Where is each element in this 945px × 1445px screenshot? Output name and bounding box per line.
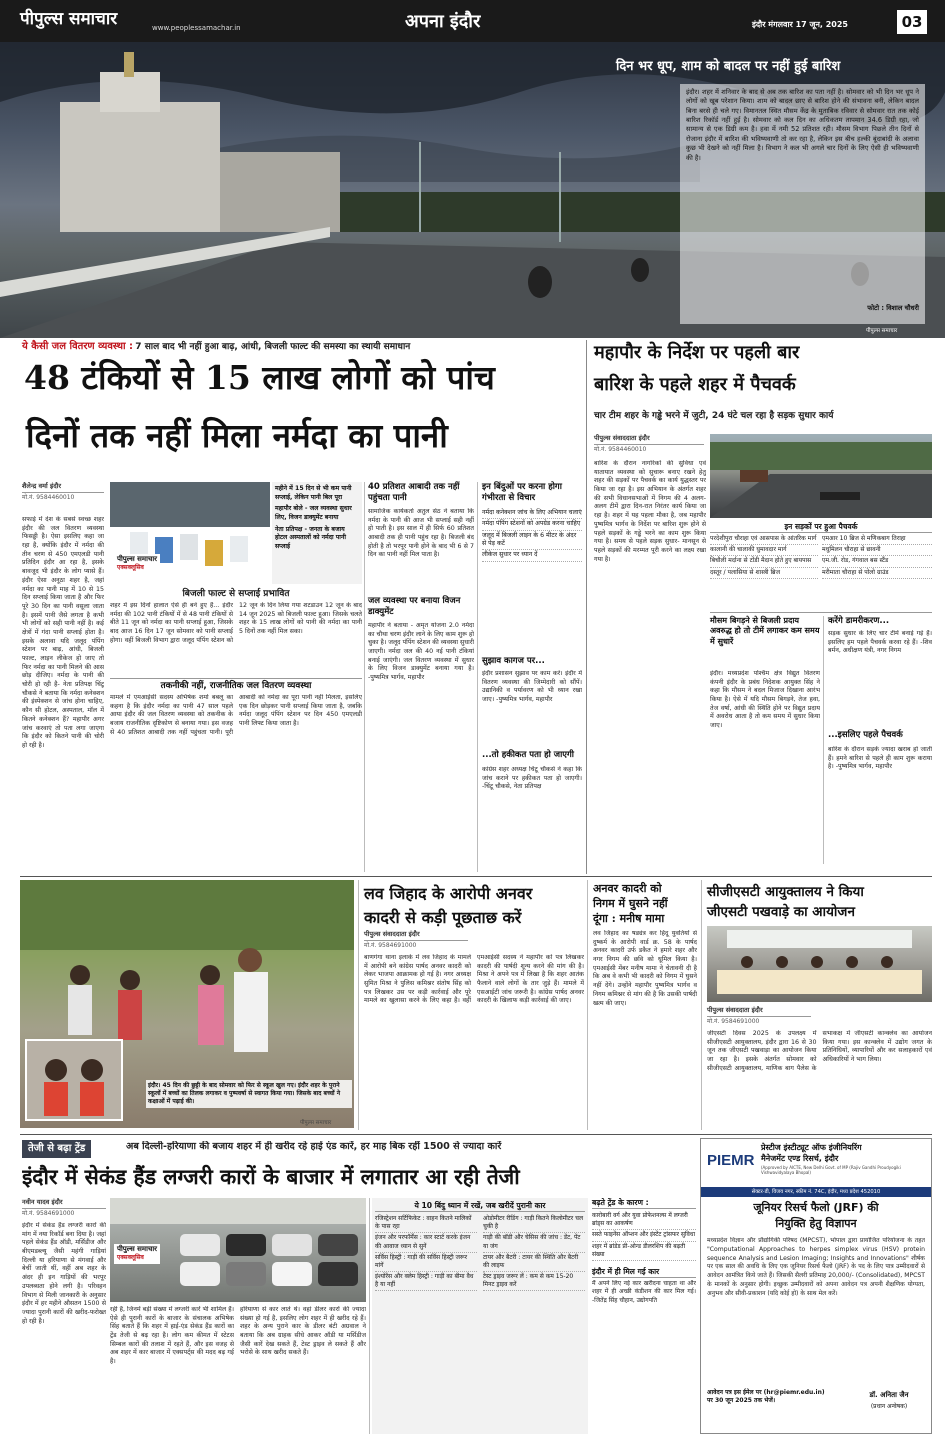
column-rule <box>587 880 588 1130</box>
patch-sub1-text: इंदौर। मध्यप्रदेश पश्चिम क्षेत्र विद्युत वितरण कंपनी इंदौर के प्रबंध निदेशक आयुक्त सिंह ने कहा कि मौसम ने बदल मिजाज दिखाना आरंभ किया है। ऐसे में यदि मौसम बिगड़ने, तेज हवा, तेज वर्षा, आंधी की स्थिति होने पर विद्युत प्रदाय में अवरोध आता है तो कम समय में सुधार किया जाए। <box>710 670 820 730</box>
car <box>180 1262 220 1286</box>
gst-headline-1: सीजीएसटी आयुक्तालय ने किया <box>707 884 864 900</box>
piemr-logo: PIEMR <box>707 1152 755 1169</box>
anwar-body: लव जिहाद का षड्यंत्र कर हिंदू युवतियों से दुष्कर्म के आरोपी वार्ड क्र. 58 के पार्षद अनवर कादरी उर्फ डकैत ने हमारे शहर और नगर निगम की छवि को धूमिल किया है। एमआईसी मेंबर मनीष मामा ने चेतावनी दी है कि अब वे कभी भी कादरी को निगम में घुसने नहीं देंगे। उन्होंने महापौर पुष्यमित्र भार्गव व निगम कमिश्नर से मांग की है कि उसकी पार्षदी खत्म की जाए। <box>593 930 697 1007</box>
exclusive-label: एक्सक्लूसिव <box>117 564 144 572</box>
gst-event-illustration <box>707 926 932 1002</box>
sidebar-point: नेता प्रतिपक्ष - जनता के बजाय होटल अस्पतालों को नर्मदा पानी सप्लाई <box>275 525 346 551</box>
patch-sub2-text: सड़क सुधार के लिए चार टीमें बनाई गई हैं। इसलिए हम पहले पैचवर्क करवा रहे हैं। -शिव बर्मन, अधीक्षण यंत्री, नगर निगम <box>828 630 932 655</box>
column-rule <box>369 1198 370 1434</box>
section-rule <box>710 612 932 613</box>
sidebar-point: महीने में 15 दिन से भी कम पानी सप्लाई, लेकिन पानी बिल पूरा <box>275 485 352 501</box>
suggestion-item: नर्मदा कनेक्शन जांच के लिए अभियान चलाएं <box>482 508 582 519</box>
trees <box>710 442 932 470</box>
patch-list-right <box>822 534 932 579</box>
road-item: दस्तूर / पलासिया से शास्त्री ब्रिज <box>710 568 818 579</box>
tip-item: रजिस्ट्रेशन सर्टिफिकेट : वाहन कितने मालिकों के पास रहा <box>375 1214 477 1233</box>
cars-photo <box>110 1198 366 1302</box>
sub4-title: जल व्यवस्था पर बनाया विजन डाक्युमेंट <box>368 596 461 618</box>
dateline: इंदौर मंगलवार 17 जून, 2025 <box>752 20 848 29</box>
patch-sub3-text: बारिश के दौरान सड़कें ज्यादा खराब हो जाती हैं। हमने बारिश से पहले ही काम शुरू कराया है। -पुष्यमित्र भार्गव, महापौर <box>828 746 932 771</box>
column-rule <box>477 482 478 872</box>
sub5-points <box>482 508 582 562</box>
woman <box>200 965 220 985</box>
stage-table <box>717 970 922 994</box>
child-uniform <box>44 1082 68 1116</box>
sub3-title: 40 प्रतिशत आबादी तक नहीं पहुंचता पानी <box>368 482 460 504</box>
shed-roof <box>110 1198 366 1224</box>
exclusive-paper: पीपुल्स समाचार <box>117 1245 158 1253</box>
official <box>776 956 788 968</box>
cars-headline: इंदौर में सेकंड हैंड लग्जरी कारों के बाजार में लगातार आ रही तेजी <box>22 1164 520 1189</box>
tip-item: टेस्ट ड्राइव जरूर लें : कम से कम 15-20 मिनट ड्राइव करें <box>483 1272 585 1291</box>
patch-sub3-title: ...इसलिए पहले पैचवर्क <box>828 730 903 740</box>
suggestion-item: लीकेज सुधार पर ध्यान दें <box>482 550 582 561</box>
road-repair-illustration <box>710 434 932 518</box>
lj-headline-1: लव जिहाद के आरोपी अनवर <box>364 884 533 903</box>
water-kicker-bar <box>22 340 582 356</box>
piemr-footer: आवेदन पत्र इस ईमेल पर (hr@piemr.edu.in) पर 30 जून 2025 तक भेजें। <box>707 1389 825 1405</box>
cars-kicker: अब दिल्ली-हरियाणा की बजाय शहर में ही खरीद रहे हाई एंड कारें, हर माह बिक रहीं 1500 से ज्यादा कारें <box>126 1141 502 1152</box>
patch-sub1-title: मौसम बिगड़ने से बिजली प्रदाय अवरुद्ध हो तो टीमें लगाकर कम समय में सुधारें <box>710 616 820 646</box>
water-can <box>180 534 198 560</box>
road-item: कालानी की चालाकी घुमावदार मार्ग <box>710 545 818 556</box>
teacher-shirt <box>234 972 268 1052</box>
lj-body: बाणगंगा थाना इलाके में लव जिहाद के मामले में आरोपी बने कांग्रेस पार्षद अनवर कादरी को लेकर भाजपा आक्रामक हो गई है। नगर अध्यक्ष सुमित मिश्रा ने पुलिस कमिश्नर संतोष सिंह को पत्र लिखकर उस पर कड़ी कार्रवाई और पूरे मामले का खुलासा करने के लिए कहा है। वहीं एमआईसी सदस्य ने महापौर को पत्र लिखकर कादरी की पार्षदी शून्य करने की मांग की है। मिश्रा ने अपने पत्र में लिखा है कि शहर आतंक फैलाने वाले लोगों के तार जुड़े हैं। मामले में एसआईटी जांच जरूरी है। कांग्रेस पार्षद अनवर कादरी के खिलाफ कड़ी कार्रवाई की जाए। <box>364 954 584 1005</box>
cars-col3: हरियाणा से कार लाते थे। वहां डीलर कारों की ज्यादा संख्या हो गई है, इसलिए लोग शहर में ही खरीद रहे हैं। शहर के अन्य पुराने कार के डीलर बंटी अग्रवाल ने बताया कि अब ग्राहक सीधे आकर ऑडी या मर्सिडीज जैसी कारें देख सकते हैं, टेस्ट ड्राइव ले सकते हैं और भरोसे के साथ खरीद सकते हैं। <box>240 1306 366 1357</box>
temple-dome <box>100 72 160 112</box>
sub4-text: महापौर ने बताया - अमृत योजना 2.0 नर्मदा का चौथा चरण इंदौर लाने के लिए काम शुरू हो चुका है। जलूद पंपिंग स्टेशन की व्यवस्था सुधारी जाएगी। नर्मदा जल की 40 नई पानी टंकियां बनाई जाएंगी। जल वितरण व्यवस्था में सुधार के लिए विजन डाक्युमेंट बनाया गया है। -पुष्यमित्र भार्गव, महापौर <box>368 622 474 682</box>
piemr-ad-title-1: जूनियर रिसर्च फैलो (JRF) की <box>753 1201 879 1214</box>
road-item: एम.जी. रोड, गंगवाल बस स्टैंड <box>822 556 932 567</box>
masthead <box>0 0 945 42</box>
sub5-title: इन बिंदुओं पर करना होगा गंभीरता से विचार <box>482 482 562 504</box>
car <box>318 1262 358 1286</box>
cars-exclusive-tag <box>114 1244 160 1264</box>
tip-item: सर्विस हिस्ट्री : गाड़ी की सर्विस हिस्ट्री जरूर मांगें <box>375 1253 477 1272</box>
section-rule <box>20 876 932 877</box>
lj-headline-2: कादरी से कड़ी पूछताछ करें <box>364 908 522 927</box>
page-number: 03 <box>897 10 927 34</box>
water-kicker: ये कैसी जल वितरण व्यवस्था : <box>22 341 134 352</box>
patch-author: पीपुल्स संवाददाता इंदौर <box>594 434 704 445</box>
cars-mobile: मो.नं. 9584691000 <box>22 1210 75 1217</box>
lj-author: पीपुल्स संवाददाता इंदौर <box>364 930 468 941</box>
tip-item: इंश्योरेंस और क्लेम हिस्ट्री : गाड़ी का बीमा वैध है या नहीं <box>375 1272 477 1291</box>
water-headline-2: दिनों तक नहीं मिला नर्मदा का पानी <box>26 416 448 455</box>
column-rule <box>823 616 824 864</box>
anwar-headline-1: अनवर कादरी को <box>593 882 662 895</box>
teacher <box>238 948 262 972</box>
road-item: परदेशीपुरा चौराहा एवं आसपास के आंतरिक मार्ग <box>710 534 818 545</box>
patch-mobile: मो.नं. 9584460010 <box>594 446 647 453</box>
water-can <box>230 536 248 562</box>
saree <box>198 985 224 1045</box>
gst-headline-2: जीएसटी पखवाड़े का आयोजन <box>707 904 855 920</box>
sidebar-point: महापौर बोले - जल व्यवस्था सुधार लिए, विजन डाक्युमेंट बनाया <box>275 505 352 522</box>
trend-item: सस्ते फाइनेंस ऑप्शन और इंस्टेंट ट्रांसफर सुविधा <box>592 1230 696 1241</box>
quote-text: मैं अपने लिए नई कार खरीदना चाहता था और शहर में ही अच्छी कंडीशन की कार मिल गई। -जितेंद्र सिंह चौहान, उद्योगपति <box>592 1279 696 1304</box>
column-rule <box>701 880 702 1130</box>
sub3-text: सामाजिक कार्यकर्ता अतुल सेठ ने बताया कि नर्मदा के पानी की आज भी सप्लाई सही नहीं हो पाती है। इस साल में ही सिर्फ 60 प्रतिशत आबादी तक ही पानी पहुंच रहा है। बिजली बंद होती है तो भरपूर पानी होने के बाद भी 6 से 7 दिन का पानी नहीं मिल पाता है। <box>368 508 474 559</box>
sub7-text: कांग्रेस शहर अध्यक्ष चिंटू चौकसे ने कहा कि जांच कराने पर हकीकत पता हो जाएगी। -चिंटू चौकसे, नेता प्रतिपक्ष <box>482 766 582 791</box>
banner <box>727 930 912 948</box>
quote-title: इंदौर में ही मिल गई कार <box>592 1267 696 1278</box>
child-uniform <box>80 1082 104 1116</box>
temple-spire <box>124 52 134 77</box>
road-patch <box>820 492 860 500</box>
trend-item: शहर में ब्रांडेड प्री-ओन्ड डीलरशिप की बढ़ती संख्या <box>592 1242 696 1261</box>
school-caption: इंदौर। 45 दिन की छुट्टी के बाद सोमवार को फिर से स्कूल खुल गए। इंदौर शहर के पुराने स्कूलों में बच्चों का तिलक लगाकर व पुष्पवर्षा से स्वागत किया गया। जिसके बाद बच्चों ने कक्षाओं में पढ़ाई की। <box>146 1080 352 1108</box>
cars-author: नवीन यादव इंदौर <box>22 1198 106 1209</box>
piemr-name-1: प्रेस्टीज इंस्टीट्यूट ऑफ इंजीनियरिंग <box>761 1143 862 1152</box>
trend-list <box>592 1211 696 1260</box>
piemr-affiliation: (Approved by AICTE, New Delhi Govt. of MP (Rajiv Gandhi Proudyogiki Vishwavidyalaya Bhopal) <box>761 1165 901 1175</box>
two-wheeler <box>528 266 552 298</box>
tip-item: टायर और बैटरी : टायर की स्थिति और बैटरी की लाइफ <box>483 1253 585 1272</box>
piemr-ad <box>700 1138 932 1434</box>
exclusive-tag <box>114 554 160 574</box>
cars-col2: रही है, जिनमें बड़ी संख्या में लग्जरी कारें भी शामिल हैं। ऐसे ही पुरानी कारों के बाजार के संचालक अभिषेक सिंह बताते हैं कि शहर में हाई-एंड सेकंड हैंड कारों का ट्रेंड तेजी से बढ़ रहा है। लोग कम कीमत में स्टेटस सिम्बल कारों की तलाश में रहते हैं, और इस वजह से अब शहर में कार बाजार में एक्सपर्ट्स की मदद बढ़ गई है। <box>110 1306 234 1366</box>
lj-mobile: मो.नं. 9584691000 <box>364 942 417 949</box>
patch-subhead: चार टीम शहर के गड्ढे भरने में जुटी, 24 घंटे चल रहा है सड़क सुधार कार्य <box>594 411 834 421</box>
cars-tips-box <box>372 1198 588 1434</box>
sub2-text: मामले में एमआईसी सदस्य अभिषेक शर्मा बबलू का कहना है कि इंदौर नर्मदा का पानी 47 साल पहले आया इंदौर की जल वितरण व्यवस्था को तकनीक के बजाय राजनीतिक दृष्टिकोण से बनाया गया। इस वजह से 40 प्रतिशत आबादी तक नहीं पहुंचता पानी। पूरी आबादी को नर्मदा का पूरा पानी नहीं मिलता, इसलिए एक दिन छोड़कर पानी सप्लाई किया जाता है, जबकि नर्मदा जलूद पंपिंग स्टेशन पर दिन 450 एमएलडी पानी लिफ्ट किया जाता है। <box>110 694 362 736</box>
gst-body: जीएसटी दिवस 2025 के उपलक्ष्य में सीजीएसटी आयुक्तालय, इंदौर द्वारा 16 से 30 जून तक जीएसटी पखवाड़ा का आयोजन किया जा रहा है। इसके अंतर्गत सोमवार को सीजीएसटी आयुक्तालय, माणिक बाग पैलेस के सभाकक्ष में जीएसटी कान्क्लेव का आयोजन किया गया। इस कान्क्लेव में उद्योग जगत के प्रतिनिधियों, व्यापारियों और कर सलाहकारों एवं अधिकारियों ने भाग लिया। <box>707 1030 932 1072</box>
piemr-signatory: डॉ. अनिता जैन <box>869 1391 909 1399</box>
piemr-address: सेक्टर-डी, विजय नगर, स्कीम नं. 74C, इंदौर, मध्य प्रदेश 452010 <box>701 1187 931 1197</box>
temple-building <box>60 102 220 232</box>
paper-name: पीपुल्स समाचार <box>20 9 118 29</box>
exclusive-paper: पीपुल्स समाचार <box>117 555 158 563</box>
water-author: शैलेन्द्र वर्मा इंदौर <box>22 482 104 493</box>
cars-tag: तेजी से बढ़ा ट्रेंड <box>22 1140 91 1158</box>
water-cans-photo <box>110 482 270 582</box>
patch-list-left <box>710 534 818 579</box>
weather-text-box <box>680 84 925 324</box>
patch-headline-2: बारिश के पहले शहर में पैचवर्क <box>594 374 796 395</box>
student <box>70 965 90 985</box>
website: www.peoplessamachar.in <box>152 24 241 32</box>
photo-tag: पीपुल्स समाचार <box>866 328 898 334</box>
patch-headline-1: महापौर के निर्देश पर पहली बार <box>594 342 800 363</box>
official <box>881 956 893 968</box>
gst-author: पीपुल्स संवाददाता इंदौर <box>707 1006 811 1017</box>
column-rule <box>586 340 587 874</box>
road-item: बिचौली मर्दाना से टोंडी मैदान होते हुए बायपास <box>710 556 818 567</box>
car <box>318 1234 358 1256</box>
gst-event-photo <box>707 926 932 1002</box>
cars-col1: इंदौर में सेकंड हैंड लग्जरी कारों की मांग में नया रिकॉर्ड बना दिया है। जहां पहले सेकंड हैंड ऑडी, मर्सिडीज और बीएमडब्ल्यू जैसी महंगी गाड़ियां दिल्ली या हरियाणा से मंगवाई और बेचीं जाती थीं, वहीं अब शहर के अंदर ही इन गाड़ियों की भरपूर उपलब्धता होने लगी है। परिवहन विभाग से मिली जानकारी के अनुसार इंदौर में हर महीने औसतन 1500 से ज्यादा पुरानी कारों की खरीद-फरोख्त हो रही है। <box>22 1222 106 1325</box>
car <box>272 1262 312 1286</box>
section-rule <box>20 1134 932 1135</box>
tip-item: गाड़ी की बॉडी और चेसिस की जांच : डेंट, पेंट या जंग <box>483 1233 585 1252</box>
water-sidebar-points <box>272 482 362 584</box>
piemr-signatory-role: (प्रधान अन्वेषक) <box>870 1403 908 1410</box>
water-mobile: मो.नं. 9584460010 <box>22 494 75 501</box>
sub6-text: इंदौर प्रशासन सुझाव पर काम करे। इंदौर में वितरण व्यवस्था की जिम्मेदारी को सौंपें। उद्यानिकी व पर्यावरण को भी ध्यान रखा जाए। -पुष्यमित्र भार्गव, महापौर <box>482 670 582 704</box>
water-kicker-sub: 7 साल बाद भी नहीं हुआ बाढ़, आंधी, बिजली फाल्ट की समस्या का स्थायी समाधान <box>135 342 411 352</box>
weather-headline: दिन भर धूप, शाम को बादल पर नहीं हुई बारिश <box>616 59 841 74</box>
patch-body: बारिश के दौरान नागरिकों की सुविधा एवं यातायात व्यवस्था को सुचारू बनाए रखने हेतु शहर की सड़कों पर पैचवर्क का कार्य युद्धस्तर पर किया जा रहा है। इस अभियान के अंतर्गत शहर की सभी विधानसभाओं में निगम की 4 अलग-अलग टीमें द्वारा दिन-रात निरंतर कार्य किया जा रहा है। शहर में यह पहला मौका है, जब महापौर पुष्यमित्र भार्गव के निर्देश पर बारिश शुरू होने से पहले सड़कों के गड्ढे भरने का काम शुरू किया गया है। समय से पहले सड़क सुधार- मानसून से पहले सड़कों की मरम्मत पूरी करने का लक्ष्य रखा गया है। <box>594 460 706 563</box>
exclusive-label: एक्सक्लूसिव <box>117 1254 144 1262</box>
water-can <box>205 540 223 566</box>
car <box>226 1262 266 1286</box>
official <box>811 956 823 968</box>
tip-item: इंजन और परफॉर्मेंस : कार स्टार्ट करके इंजन की आवाज ध्यान से सुनें <box>375 1233 477 1252</box>
weather-body: इंदौर। शहर में शनिवार के बाद से अब तक बारिश का पता नहीं है। सोमवार को भी दिन भर धूप ने लोगों को खूब परेशान किया। शाम को बादल छाए से बारिश होने की संभावना बनी, लेकिन बादल बिना बरसे ही चले गए। विमानतल स्थित मौसम केंद्र के मुताबिक रविवार से सोमवार रात तक कोई बारिश रिकॉर्ड नहीं हुई है। सोमवार को कल दिन का अधिकतम तापमान 34.6 डिग्री रहा, जो सामान्य से एक डिग्री कम है। हवा में नमी 52 प्रतिशत रही। मौसम विभाग पिछले तीन दिनों से रोजाना इंदौर में बारिश की भविष्यवाणी तो कर रहा है, लेकिन इस बीच हल्की बूंदाबांदी के अलावा कुछ भी देखने को नहीं मिला है। विभाग ने कल भी अगले चार दिनों के लिए ऐसी ही भविष्यवाणी की है। <box>686 88 919 162</box>
column-rule <box>358 880 359 1130</box>
road-item: मधुमिलन चौराहा से छावनी <box>822 545 932 556</box>
patch-sub2-title: करेंगे डामरीकरण... <box>828 616 890 626</box>
tips-list <box>375 1214 585 1291</box>
sub2-title: तकनीकी नहीं, राजनीतिक जल वितरण व्यवस्था <box>110 678 362 693</box>
child <box>81 1059 103 1081</box>
temple-wing <box>220 152 340 232</box>
tips-title: ये 10 बिंदु ध्यान में रखें, जब खरीदें पुरानी कार <box>375 1201 585 1212</box>
road-item: मरीमाता चौराहा से पोलो ग्राउंड <box>822 568 932 579</box>
piemr-header <box>701 1139 931 1189</box>
official <box>741 956 753 968</box>
wall <box>110 482 270 527</box>
official <box>846 956 858 968</box>
cars-trend-box <box>592 1198 696 1434</box>
inset-photo <box>26 1040 122 1120</box>
piemr-ad-title-2: नियुक्ति हेतु विज्ञापन <box>775 1217 857 1230</box>
school-photo-tag: पीपुल्स समाचार <box>300 1120 332 1126</box>
trend-item: कारोबारी वर्ग और युवा प्रोफेशनल्स में लग्जरी ब्रांड्स का आकर्षण <box>592 1211 696 1230</box>
trees <box>20 880 354 950</box>
trend-title: बढ़ते ट्रेंड के कारण : <box>592 1198 696 1209</box>
child <box>45 1059 67 1081</box>
student-uniform <box>68 985 92 1035</box>
water-col1: सफाई में देश के सबसे स्वच्छ शहर इंदौर की जल वितरण व्यवस्था फिसड्डी है। ऐसा इसलिए कहा जा रहा है, क्योंकि इंदौर में नर्मदा की तीन चरण से 450 एमएलडी पानी प्रतिदिन इंदौर आ रहा है, इसके बावजूद भी इंदौर के लोग प्यासे हैं। इंदौर ऐसा अनूठा शहर है, जहां नर्मदा का पानी माह में 10 से 15 दिन सप्लाई किया जाता है और फिर पूरे 30 दिन का पानी वसूला जाता है। इसमें पानी जैसे लगता है कभी भी लोगों को सही पानी नहीं है। कई क्षेत्रों में गंदा पानी सप्लाई होता है। इसके अलावा यदि जलूद पंपिंग स्टेशन पर बाढ़, आंधी, बिजली फाल्ट, लाइन लीकेज हो जाए तो फिर नर्मदा का पानी मिलने की आस छोड़ दीजिए। नर्मदा के पानी की चोरी हो रही है- नेता प्रतिपक्ष चिंटू चौकसे ने बताया कि नर्मदा कनेक्शन की इंस्पेक्शन से जांच होना चाहिए, कौन सी होटल, अस्पताल, मॉल में कितने कनेक्शन हैं? महापौर अगर जांच करवाएं तो पता लगा जाएगा कि इंदौर को कितने पानी की चोरी हो रही है। <box>22 516 104 749</box>
car <box>272 1234 312 1256</box>
anwar-headline-3: दूंगा : मनीष मामा <box>593 912 665 925</box>
sub6-title: सुझाव कागज पर... <box>482 656 545 666</box>
patchwork-road-photo <box>710 434 932 518</box>
car <box>180 1234 220 1256</box>
water-headline-1: 48 टंकियों से 15 लाख लोगों को पांच <box>24 358 495 397</box>
student-uniform <box>118 990 142 1040</box>
photo-credit: फोटो : विशाल चौधरी <box>867 304 919 312</box>
sub7-title: ...तो हकीकत पता हो जाएगी <box>482 750 574 760</box>
two-wheeler <box>631 258 649 282</box>
suggestion-item: नर्मदा पंपिंग स्टेशनों को अपग्रेड करना चाहिए <box>482 519 582 530</box>
tip-item: ओडोमीटर रीडिंग : गाड़ी कितने किलोमीटर चल चुकी है <box>483 1214 585 1233</box>
section-title: अपना इंदौर <box>405 11 481 32</box>
patch-list-title: इन सड़कों पर हुआ पैचवर्क <box>710 522 932 533</box>
gst-mobile: मो.नं. 9584691000 <box>707 1018 760 1025</box>
car <box>226 1234 266 1256</box>
sub1-title: बिजली फाल्ट से सप्लाई प्रभावित <box>182 589 290 599</box>
piemr-name-2: मैनेजमेंट एण्ड रिसर्च, इंदौर <box>761 1154 839 1163</box>
suggestion-item: जलूद में बिजली लाइन के 6 मीटर के अंदर से पेड़ कटें <box>482 531 582 551</box>
weather-photo <box>0 42 945 338</box>
piemr-body: मध्यप्रदेश विज्ञान और प्रौद्योगिकी परिषद (MPCST), भोपाल द्वारा प्रायोजित परियोजना के तहत "Computational Approaches to herpes simplex virus (HSV) protein sequence Analysis and Lesion Imaging; Insights and Innovations" शीर्षक पर एक साल की अवधि के लिए एक जूनियर रिसर्च फैलो (JRF) के पद के लिए पात्र उम्मीदवारों से आवेदन आमंत्रित किये जाते हैं। जिसकी सैलरी प्रतिमाह 20,000/- (Consolidated), MPCST के मानकों के अनुसार होगी। इच्छुक उम्मीदवारों को अपना आवेदन पत्र अपनी शैक्षणिक योग्यता, अनुभव और सीवी-प्रकाशन (यदि कोई हो) के साथ मेल करें। <box>707 1237 925 1297</box>
student <box>120 970 140 990</box>
sub1-text: शहर में इस दिनों हालात ऐसे ही बने हुए हैं... इंदौर नर्मदा की 102 पानी टंकियों में से 48 पानी टंकियों से बीते 11 जून को नर्मदा का पानी सप्लाई हुआ, जिसके बाद आज 16 दिन 17 जून सोमवार को पानी सप्लाई होगा। वहीं बिजली विभाग द्वारा जलूद पंपिंग स्टेशन को 12 जून के दिन लिया गया शटडाउन 12 जून के बाद 14 जून 2025 को बिजली फाल्ट हुआ। जिसके चलते शहर के 15 लाख लोगों को पानी की नर्मदा का पानी 5 दिनों तक नहीं मिल सका। <box>110 602 362 644</box>
road-item: एमआर 10 ब्रिज से मणिकबाग तिराहा <box>822 534 932 545</box>
car <box>740 470 768 482</box>
anwar-headline-2: निगम में घुसने नहीं <box>593 897 668 910</box>
column-rule <box>364 482 365 872</box>
